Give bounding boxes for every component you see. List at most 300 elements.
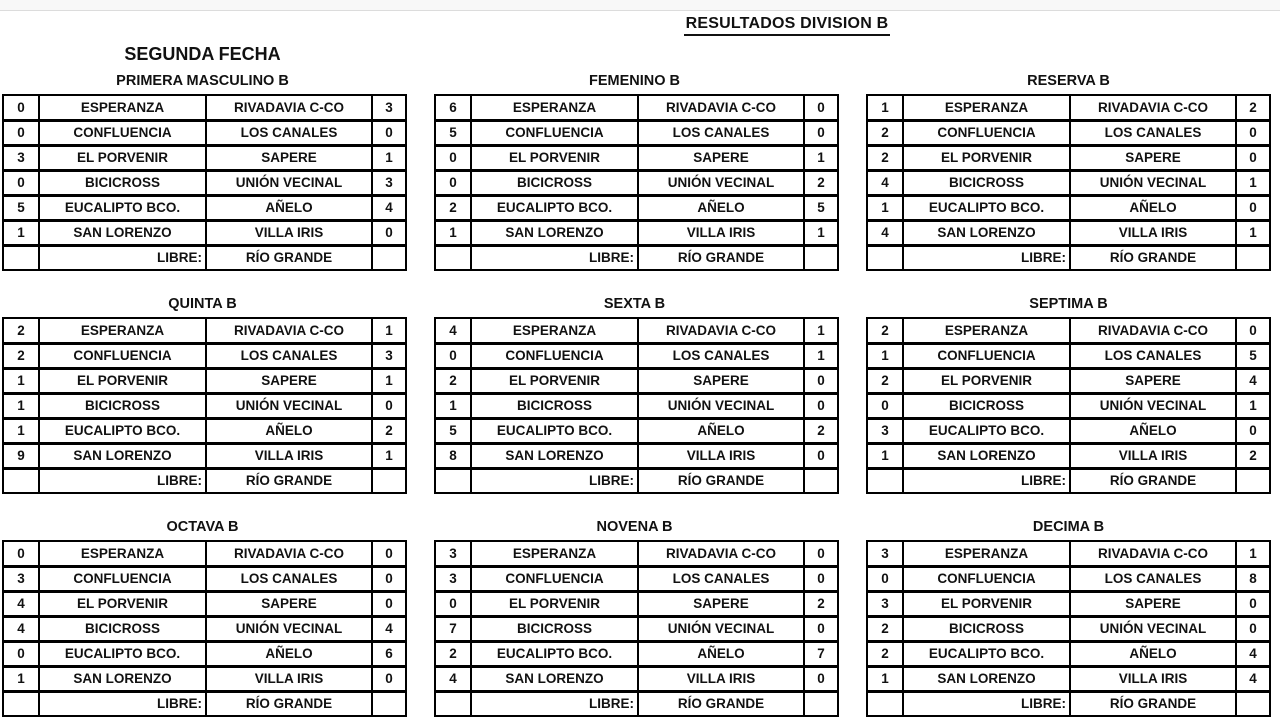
home-score: 1 xyxy=(3,393,39,418)
home-team: BICICROSS xyxy=(39,170,206,195)
away-team: SAPERE xyxy=(638,368,804,393)
empty-score-cell xyxy=(867,468,903,493)
away-score: 0 xyxy=(804,666,838,691)
away-team: UNIÓN VECINAL xyxy=(1070,616,1236,641)
home-score: 0 xyxy=(435,591,471,616)
match-row xyxy=(3,220,406,245)
away-team: SAPERE xyxy=(1070,368,1236,393)
away-score: 0 xyxy=(372,541,406,566)
away-team: RIVADAVIA C-CO xyxy=(638,541,804,566)
home-team: EL PORVENIR xyxy=(471,368,638,393)
empty-score-cell xyxy=(372,245,406,270)
home-score: 6 xyxy=(435,95,471,120)
home-score: 1 xyxy=(3,418,39,443)
home-team: SAN LORENZO xyxy=(39,666,206,691)
home-team: CONFLUENCIA xyxy=(471,120,638,145)
home-team: EL PORVENIR xyxy=(903,591,1070,616)
match-row xyxy=(867,641,1270,666)
away-score: 2 xyxy=(804,591,838,616)
results-grid xyxy=(2,72,1271,717)
away-score: 0 xyxy=(1236,616,1270,641)
match-row xyxy=(3,393,406,418)
home-team: BICICROSS xyxy=(39,393,206,418)
libre-team: RÍO GRANDE xyxy=(638,468,804,493)
home-score: 2 xyxy=(867,318,903,343)
home-team: SAN LORENZO xyxy=(471,443,638,468)
home-score: 7 xyxy=(435,616,471,641)
libre-row xyxy=(867,468,1270,493)
home-team: SAN LORENZO xyxy=(471,666,638,691)
division-section xyxy=(2,72,403,271)
away-score: 1 xyxy=(804,343,838,368)
away-team: AÑELO xyxy=(1070,641,1236,666)
away-team: VILLA IRIS xyxy=(1070,220,1236,245)
away-score: 0 xyxy=(1236,418,1270,443)
division-title: DECIMA B xyxy=(1032,519,1105,535)
match-row xyxy=(867,120,1270,145)
empty-score-cell xyxy=(3,691,39,716)
away-team: RIVADAVIA C-CO xyxy=(206,95,372,120)
match-row xyxy=(435,220,838,245)
away-score: 0 xyxy=(804,368,838,393)
home-score: 1 xyxy=(867,443,903,468)
away-score: 0 xyxy=(804,393,838,418)
libre-team: RÍO GRANDE xyxy=(206,691,372,716)
match-row xyxy=(3,195,406,220)
away-score: 1 xyxy=(1236,170,1270,195)
home-score: 2 xyxy=(435,195,471,220)
away-score: 0 xyxy=(804,566,838,591)
division-section xyxy=(434,518,835,717)
match-row xyxy=(435,343,838,368)
home-score: 3 xyxy=(3,566,39,591)
libre-row xyxy=(3,691,406,716)
match-row xyxy=(867,95,1270,120)
empty-score-cell xyxy=(804,691,838,716)
away-score: 0 xyxy=(804,120,838,145)
match-row xyxy=(435,195,838,220)
empty-score-cell xyxy=(867,691,903,716)
libre-team: RÍO GRANDE xyxy=(1070,245,1236,270)
home-score: 2 xyxy=(867,616,903,641)
away-team: LOS CANALES xyxy=(638,120,804,145)
division-section xyxy=(2,518,403,717)
home-team: SAN LORENZO xyxy=(903,220,1070,245)
empty-score-cell xyxy=(372,468,406,493)
libre-team: RÍO GRANDE xyxy=(638,245,804,270)
away-team: LOS CANALES xyxy=(206,120,372,145)
away-score: 7 xyxy=(804,641,838,666)
empty-score-cell xyxy=(804,245,838,270)
away-score: 2 xyxy=(372,418,406,443)
home-team: BICICROSS xyxy=(903,170,1070,195)
home-score: 0 xyxy=(867,566,903,591)
away-team: RIVADAVIA C-CO xyxy=(1070,318,1236,343)
away-score: 2 xyxy=(1236,95,1270,120)
home-score: 2 xyxy=(435,368,471,393)
division-title: NOVENA B xyxy=(596,519,673,535)
match-row xyxy=(435,418,838,443)
home-team: ESPERANZA xyxy=(903,318,1070,343)
away-score: 0 xyxy=(1236,145,1270,170)
empty-score-cell xyxy=(1236,468,1270,493)
division-title: QUINTA B xyxy=(168,296,237,312)
away-team: SAPERE xyxy=(1070,145,1236,170)
away-score: 0 xyxy=(804,443,838,468)
away-score: 0 xyxy=(372,566,406,591)
match-row xyxy=(435,368,838,393)
home-team: ESPERANZA xyxy=(903,541,1070,566)
away-team: RIVADAVIA C-CO xyxy=(206,318,372,343)
away-team: SAPERE xyxy=(206,145,372,170)
match-row xyxy=(867,170,1270,195)
page-title xyxy=(637,15,937,36)
away-team: SAPERE xyxy=(638,591,804,616)
home-score: 5 xyxy=(435,120,471,145)
away-score: 0 xyxy=(372,666,406,691)
away-score: 1 xyxy=(372,368,406,393)
home-score: 1 xyxy=(867,95,903,120)
home-team: EUCALIPTO BCO. xyxy=(39,195,206,220)
match-row xyxy=(867,418,1270,443)
home-team: SAN LORENZO xyxy=(471,220,638,245)
away-score: 2 xyxy=(804,418,838,443)
page-title-text: RESULTADOS DIVISION B xyxy=(684,15,891,36)
away-score: 0 xyxy=(1236,318,1270,343)
away-score: 4 xyxy=(1236,368,1270,393)
home-team: EL PORVENIR xyxy=(39,591,206,616)
libre-row xyxy=(435,468,838,493)
match-row xyxy=(867,195,1270,220)
match-row xyxy=(867,666,1270,691)
away-team: SAPERE xyxy=(206,368,372,393)
empty-score-cell xyxy=(3,468,39,493)
libre-row xyxy=(435,691,838,716)
home-team: SAN LORENZO xyxy=(39,220,206,245)
division-title: SEXTA B xyxy=(603,296,666,312)
round-label: SEGUNDA FECHA xyxy=(124,44,281,64)
home-score: 2 xyxy=(435,641,471,666)
away-team: AÑELO xyxy=(206,641,372,666)
home-team: EUCALIPTO BCO. xyxy=(39,641,206,666)
home-team: BICICROSS xyxy=(471,616,638,641)
away-team: RIVADAVIA C-CO xyxy=(206,541,372,566)
away-score: 0 xyxy=(372,120,406,145)
home-score: 1 xyxy=(3,220,39,245)
home-team: CONFLUENCIA xyxy=(39,566,206,591)
match-row xyxy=(867,616,1270,641)
away-score: 0 xyxy=(804,616,838,641)
away-score: 3 xyxy=(372,170,406,195)
match-row xyxy=(867,318,1270,343)
match-row xyxy=(435,120,838,145)
home-team: ESPERANZA xyxy=(903,95,1070,120)
libre-label: LIBRE: xyxy=(903,468,1070,493)
libre-label: LIBRE: xyxy=(39,691,206,716)
home-score: 1 xyxy=(867,195,903,220)
away-team: VILLA IRIS xyxy=(206,220,372,245)
home-team: EL PORVENIR xyxy=(471,591,638,616)
division-section xyxy=(434,72,835,271)
home-team: ESPERANZA xyxy=(39,541,206,566)
home-score: 3 xyxy=(435,566,471,591)
away-team: UNIÓN VECINAL xyxy=(1070,170,1236,195)
home-score: 3 xyxy=(3,145,39,170)
home-team: BICICROSS xyxy=(39,616,206,641)
away-score: 0 xyxy=(372,591,406,616)
away-team: UNIÓN VECINAL xyxy=(638,393,804,418)
libre-label: LIBRE: xyxy=(903,691,1070,716)
home-score: 3 xyxy=(435,541,471,566)
away-team: AÑELO xyxy=(206,195,372,220)
away-team: UNIÓN VECINAL xyxy=(206,170,372,195)
empty-score-cell xyxy=(804,468,838,493)
match-row xyxy=(435,318,838,343)
home-score: 4 xyxy=(435,318,471,343)
home-team: CONFLUENCIA xyxy=(903,566,1070,591)
match-row xyxy=(3,418,406,443)
match-row xyxy=(435,541,838,566)
home-team: EL PORVENIR xyxy=(39,368,206,393)
home-score: 0 xyxy=(3,170,39,195)
home-score: 3 xyxy=(867,418,903,443)
home-score: 9 xyxy=(3,443,39,468)
libre-row xyxy=(867,245,1270,270)
home-team: EUCALIPTO BCO. xyxy=(903,418,1070,443)
libre-team: RÍO GRANDE xyxy=(638,691,804,716)
home-team: CONFLUENCIA xyxy=(471,566,638,591)
match-row xyxy=(435,393,838,418)
away-score: 4 xyxy=(372,195,406,220)
home-team: BICICROSS xyxy=(903,393,1070,418)
home-team: ESPERANZA xyxy=(39,95,206,120)
away-team: VILLA IRIS xyxy=(638,220,804,245)
away-team: VILLA IRIS xyxy=(1070,443,1236,468)
away-team: SAPERE xyxy=(638,145,804,170)
home-team: EL PORVENIR xyxy=(471,145,638,170)
away-score: 8 xyxy=(1236,566,1270,591)
libre-label: LIBRE: xyxy=(471,245,638,270)
home-score: 1 xyxy=(3,368,39,393)
away-team: UNIÓN VECINAL xyxy=(206,393,372,418)
empty-score-cell xyxy=(435,245,471,270)
libre-row xyxy=(435,245,838,270)
home-score: 1 xyxy=(3,666,39,691)
empty-score-cell xyxy=(1236,691,1270,716)
home-score: 0 xyxy=(3,541,39,566)
libre-row xyxy=(3,468,406,493)
away-score: 4 xyxy=(1236,641,1270,666)
results-table xyxy=(866,540,1271,717)
away-team: LOS CANALES xyxy=(1070,120,1236,145)
home-score: 2 xyxy=(867,641,903,666)
away-team: VILLA IRIS xyxy=(206,443,372,468)
away-team: SAPERE xyxy=(1070,591,1236,616)
home-score: 0 xyxy=(3,95,39,120)
match-row xyxy=(867,541,1270,566)
away-score: 3 xyxy=(372,343,406,368)
match-row xyxy=(435,591,838,616)
away-team: VILLA IRIS xyxy=(638,666,804,691)
away-score: 0 xyxy=(804,95,838,120)
away-score: 2 xyxy=(804,170,838,195)
match-row xyxy=(3,145,406,170)
home-score: 5 xyxy=(435,418,471,443)
away-team: RIVADAVIA C-CO xyxy=(1070,541,1236,566)
home-team: BICICROSS xyxy=(471,170,638,195)
away-team: UNIÓN VECINAL xyxy=(638,170,804,195)
match-row xyxy=(3,443,406,468)
away-team: RIVADAVIA C-CO xyxy=(638,95,804,120)
results-table xyxy=(2,540,407,717)
away-score: 0 xyxy=(372,393,406,418)
division-title: FEMENINO B xyxy=(588,73,681,89)
away-score: 2 xyxy=(1236,443,1270,468)
home-team: EUCALIPTO BCO. xyxy=(471,195,638,220)
match-row xyxy=(3,368,406,393)
match-row xyxy=(3,641,406,666)
home-team: EUCALIPTO BCO. xyxy=(903,195,1070,220)
division-section xyxy=(866,518,1271,717)
match-row xyxy=(435,616,838,641)
away-score: 1 xyxy=(372,318,406,343)
home-score: 4 xyxy=(3,616,39,641)
home-score: 0 xyxy=(3,641,39,666)
home-score: 0 xyxy=(867,393,903,418)
home-team: CONFLUENCIA xyxy=(903,120,1070,145)
libre-label: LIBRE: xyxy=(471,468,638,493)
libre-team: RÍO GRANDE xyxy=(1070,468,1236,493)
away-team: RIVADAVIA C-CO xyxy=(1070,95,1236,120)
match-row xyxy=(867,566,1270,591)
match-row xyxy=(867,368,1270,393)
away-score: 0 xyxy=(1236,591,1270,616)
match-row xyxy=(867,591,1270,616)
home-score: 1 xyxy=(435,393,471,418)
match-row xyxy=(3,591,406,616)
away-team: AÑELO xyxy=(638,195,804,220)
division-section xyxy=(434,295,835,494)
match-row xyxy=(435,145,838,170)
home-team: SAN LORENZO xyxy=(903,443,1070,468)
away-team: LOS CANALES xyxy=(638,343,804,368)
home-score: 1 xyxy=(435,220,471,245)
away-score: 4 xyxy=(372,616,406,641)
home-team: EUCALIPTO BCO. xyxy=(903,641,1070,666)
match-row xyxy=(435,170,838,195)
libre-label: LIBRE: xyxy=(39,468,206,493)
away-team: LOS CANALES xyxy=(1070,566,1236,591)
away-team: LOS CANALES xyxy=(638,566,804,591)
results-table xyxy=(866,94,1271,271)
match-row xyxy=(867,443,1270,468)
match-row xyxy=(867,220,1270,245)
match-row xyxy=(3,666,406,691)
away-team: VILLA IRIS xyxy=(638,443,804,468)
home-team: EL PORVENIR xyxy=(903,145,1070,170)
match-row xyxy=(3,343,406,368)
match-row xyxy=(435,666,838,691)
away-score: 0 xyxy=(1236,120,1270,145)
away-score: 0 xyxy=(1236,195,1270,220)
away-score: 3 xyxy=(372,95,406,120)
division-title: RESERVA B xyxy=(1027,73,1110,89)
away-team: SAPERE xyxy=(206,591,372,616)
away-team: VILLA IRIS xyxy=(206,666,372,691)
home-score: 4 xyxy=(867,220,903,245)
away-team: LOS CANALES xyxy=(1070,343,1236,368)
away-score: 1 xyxy=(1236,393,1270,418)
home-team: EL PORVENIR xyxy=(39,145,206,170)
away-score: 1 xyxy=(372,443,406,468)
division-section xyxy=(866,295,1271,494)
results-table xyxy=(434,94,839,271)
home-score: 2 xyxy=(3,343,39,368)
home-score: 3 xyxy=(867,541,903,566)
division-title: PRIMERA MASCULINO B xyxy=(116,73,289,89)
empty-score-cell xyxy=(1236,245,1270,270)
results-table xyxy=(434,540,839,717)
home-team: CONFLUENCIA xyxy=(39,343,206,368)
home-team: SAN LORENZO xyxy=(39,443,206,468)
home-team: CONFLUENCIA xyxy=(39,120,206,145)
division-title: SEPTIMA B xyxy=(1029,296,1108,312)
home-score: 2 xyxy=(867,368,903,393)
home-score: 0 xyxy=(435,145,471,170)
home-team: EL PORVENIR xyxy=(903,368,1070,393)
away-team: AÑELO xyxy=(1070,195,1236,220)
away-team: RIVADAVIA C-CO xyxy=(638,318,804,343)
home-score: 5 xyxy=(3,195,39,220)
home-score: 4 xyxy=(867,170,903,195)
away-team: AÑELO xyxy=(1070,418,1236,443)
away-team: VILLA IRIS xyxy=(1070,666,1236,691)
home-score: 4 xyxy=(3,591,39,616)
match-row xyxy=(3,616,406,641)
away-score: 1 xyxy=(1236,541,1270,566)
results-table xyxy=(2,94,407,271)
match-row xyxy=(3,170,406,195)
match-row xyxy=(867,145,1270,170)
libre-team: RÍO GRANDE xyxy=(206,245,372,270)
home-team: CONFLUENCIA xyxy=(471,343,638,368)
away-score: 0 xyxy=(804,541,838,566)
home-score: 2 xyxy=(3,318,39,343)
empty-score-cell xyxy=(867,245,903,270)
home-score: 8 xyxy=(435,443,471,468)
away-score: 0 xyxy=(372,220,406,245)
away-score: 1 xyxy=(372,145,406,170)
home-score: 1 xyxy=(867,666,903,691)
libre-label: LIBRE: xyxy=(903,245,1070,270)
match-row xyxy=(435,443,838,468)
away-score: 1 xyxy=(804,145,838,170)
away-score: 4 xyxy=(1236,666,1270,691)
match-row xyxy=(3,541,406,566)
away-score: 6 xyxy=(372,641,406,666)
results-table xyxy=(866,317,1271,494)
away-score: 1 xyxy=(1236,220,1270,245)
home-team: EUCALIPTO BCO. xyxy=(471,418,638,443)
libre-row xyxy=(3,245,406,270)
match-row xyxy=(3,318,406,343)
match-row xyxy=(435,95,838,120)
away-team: AÑELO xyxy=(206,418,372,443)
away-team: AÑELO xyxy=(638,641,804,666)
home-score: 0 xyxy=(435,343,471,368)
home-team: EUCALIPTO BCO. xyxy=(39,418,206,443)
match-row xyxy=(435,641,838,666)
